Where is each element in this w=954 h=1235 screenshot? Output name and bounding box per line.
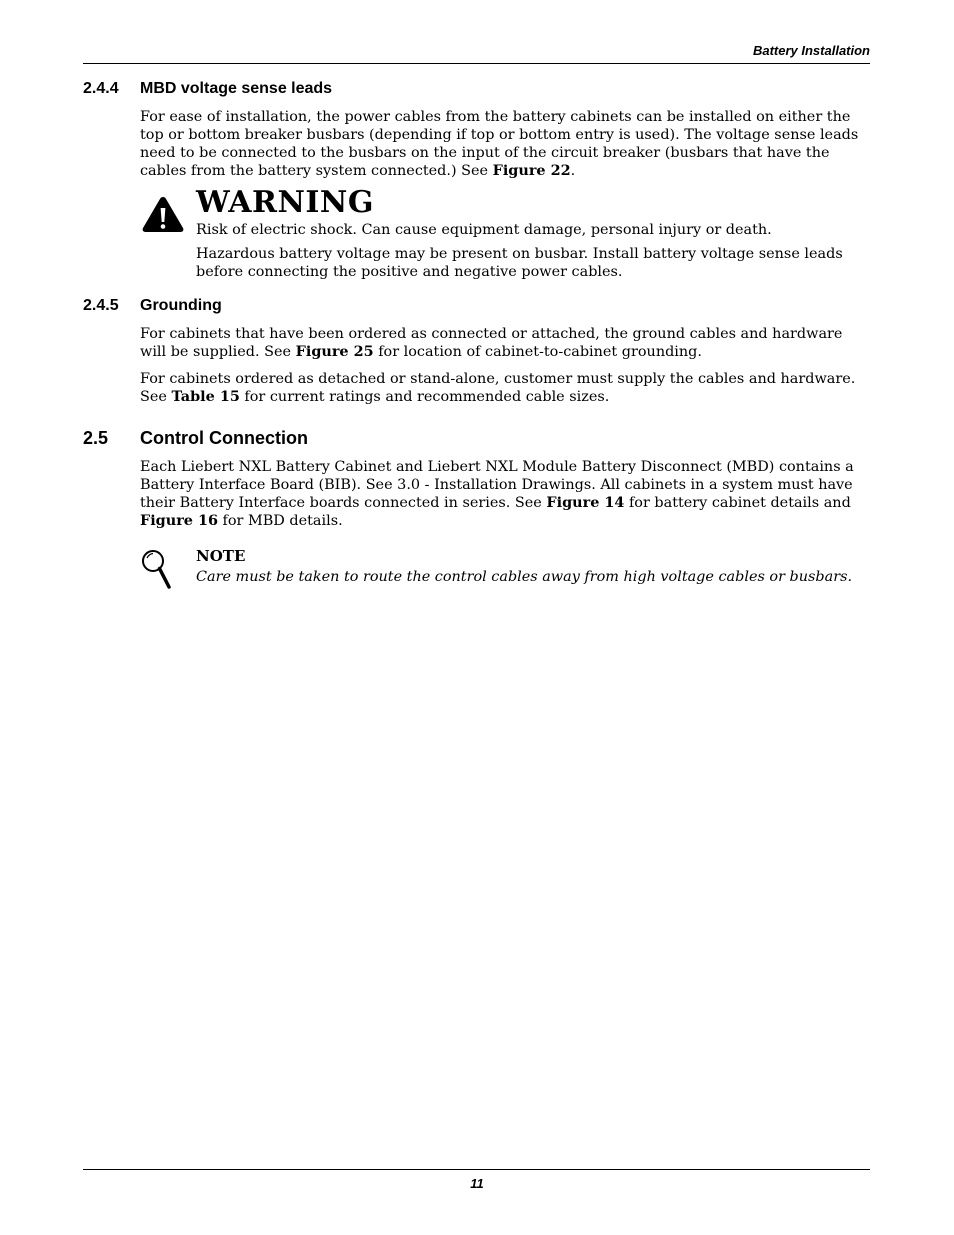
note-text: Care must be taken to route the control cables away from high voltage cables or busbars. [196,569,853,585]
warning-triangle-icon [141,195,185,233]
control-connection-paragraph [140,458,870,530]
paragraph-text: Each Liebert NXL Battery Cabinet and Liebert NXL Module Battery Disconnect (MBD) contains a Battery Interface Board (BIB). See 3.0 - Installation Drawings. All cabinets in a system must have their Battery Interface boards connected in series. See [140,459,854,511]
table-reference: Table 15 [171,388,240,405]
paragraph-text: for location of cabinet-to-cabinet grounding. [373,344,702,360]
figure-reference: Figure 25 [295,343,374,360]
paragraph-text: for MBD details. [217,513,343,529]
section-title: MBD voltage sense leads [140,80,333,97]
warning-text-2: Hazardous battery voltage may be present on busbar. Install battery voltage sense leads before connecting the positive and negative power cables. [196,246,843,280]
paragraph-text: for current ratings and recommended cable sizes. [239,389,610,405]
paragraph-text: for battery cabinet details and [624,495,851,511]
section-title: Grounding [140,297,222,314]
section-title: Control Connection [140,428,308,448]
section-heading-2-4-4 [83,80,332,98]
note-title: NOTE [196,547,246,565]
paragraph-text: For ease of installation, the power cables from the battery cabinets can be installed on either the top or bottom breaker busbars (depending if top or bottom entry is used). The voltage sense leads need to be connected to the busbars on the input of the circuit breaker (busbars that have the cables from the battery system connected.) See [140,109,859,179]
paragraph-text: For cabinets that have been ordered as connected or attached, the ground cables and hardware will be supplied. See [140,326,843,360]
figure-reference: Figure 16 [140,512,218,529]
section-number: 2.4.4 [83,80,119,97]
section-number: 2.4.5 [83,297,119,314]
paragraph-text: . [570,163,576,179]
warning-title: WARNING [196,185,374,220]
figure-reference: Figure 22 [492,162,571,179]
section-number: 2.5 [83,428,109,448]
footer-divider [83,1169,870,1170]
paragraph-text: For cabinets ordered as detached or stand-alone, customer must supply the cables and hardware. See [140,371,856,405]
magnifier-icon [141,549,173,591]
figure-reference: Figure 14 [546,494,625,511]
grounding-paragraph-1 [140,325,870,361]
mbd-voltage-paragraph [140,108,870,180]
page-number: 11 [470,1176,484,1191]
header-title: Battery Installation [752,43,870,58]
grounding-paragraph-2 [140,370,870,406]
section-heading-2-5 [83,428,308,449]
section-heading-2-4-5 [83,297,222,315]
header-divider [83,63,870,64]
warning-text-1: Risk of electric shock. Can cause equipment damage, personal injury or death. [196,222,772,238]
